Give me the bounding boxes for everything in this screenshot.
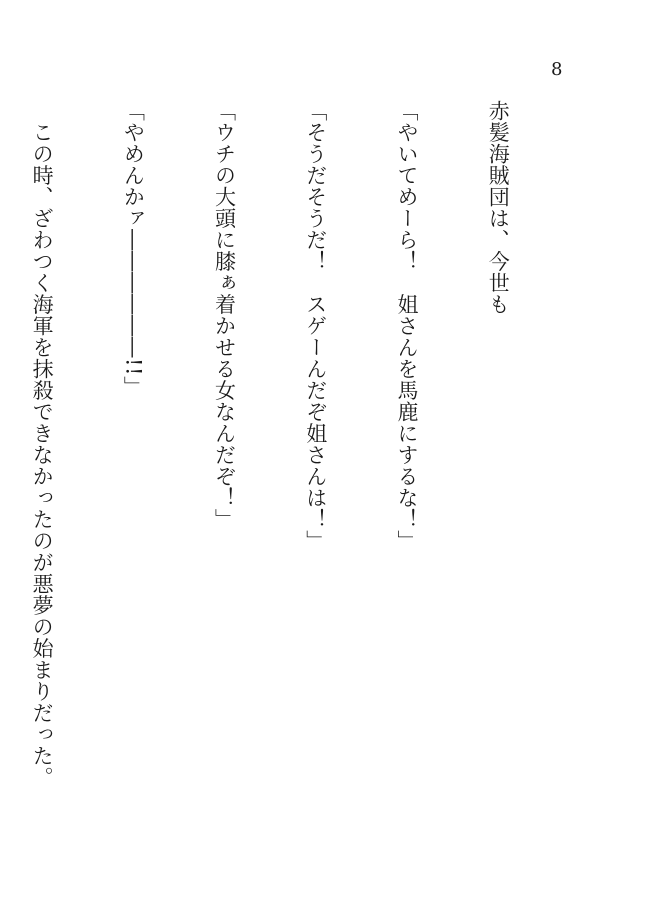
paragraph-dialogue-2: 「そうだそうだ！ スゲーんだぞ姐さんは！」 [303, 100, 328, 552]
page-number: 8 [551, 59, 563, 80]
paragraph-narration-1: この時、ざわつく海軍を抹殺できなかったのが悪夢の始まりだった。 [30, 100, 55, 788]
paragraph-title: 赤髪海賊団は、今世も [486, 100, 511, 315]
paragraph-dialogue-1: 「やいてめーら！ 姐さんを馬鹿にするな！」 [394, 100, 419, 552]
vertical-text-body [0, 100, 574, 860]
paragraph-dialogue-3: 「ウチの大頭に膝ぁ着かせる女なんだぞ！」 [212, 100, 237, 530]
paragraph-dialogue-4: 「やめんかァ――――――!!」 [121, 100, 146, 398]
